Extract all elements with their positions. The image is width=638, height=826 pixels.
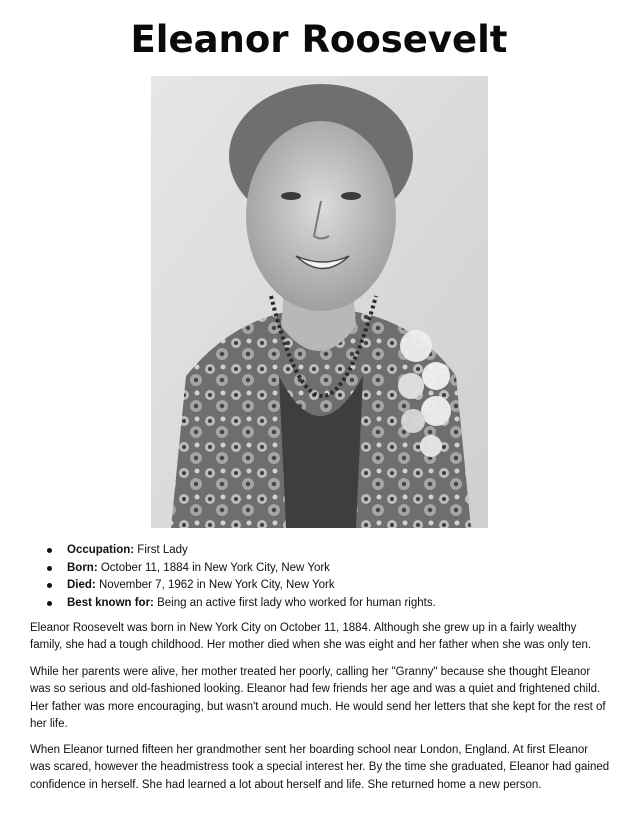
- bullet-icon: [47, 601, 52, 606]
- facts-list: [47, 542, 436, 612]
- bullet-icon: [47, 566, 52, 571]
- fact-value: First Lady: [134, 544, 188, 556]
- page-title: Eleanor Roosevelt: [130, 18, 508, 61]
- fact-best-known-for: [47, 595, 436, 613]
- fact-label: Born:: [67, 561, 98, 574]
- paragraph-childhood: While her parents were alive, her mother treated her poorly, calling her "Granny" because she thought Eleanor was so serious and old-fashioned looking. Eleanor had few friends her age and was a quiet and frightened child. Her father was more encouraging, but wasn't around much. He would send her letters that she kept for the rest of her life.: [30, 666, 606, 730]
- fact-label: Occupation:: [67, 544, 135, 556]
- fact-born: [47, 560, 436, 578]
- portrait-photo: [151, 76, 488, 528]
- fact-value: October 11, 1884 in New York City, New York: [97, 561, 330, 574]
- fact-occupation: [47, 542, 436, 560]
- fact-value: November 7, 1962 in New York City, New York: [95, 579, 335, 591]
- fact-label: Died:: [67, 579, 96, 591]
- bullet-icon: [47, 583, 52, 588]
- fact-value: Being an active first lady who worked for human rights.: [153, 596, 436, 609]
- fact-label: Best known for:: [67, 596, 154, 609]
- bullet-icon: [47, 548, 52, 553]
- fact-died: [47, 577, 436, 595]
- portrait-illustration: [151, 76, 488, 528]
- paragraph-boarding-school: When Eleanor turned fifteen her grandmother sent her boarding school near London, England. At first Eleanor was scared, however the headmistress took a special interest her. By the time she graduated, Eleanor had gained confidence in herself. She had learned a lot about herself and life. She returned home a new person.: [30, 744, 610, 791]
- paragraph-early-life: Eleanor Roosevelt was born in New York City on October 11, 1884. Although she grew up in a fairly wealthy family, she had a tough childhood. Her mother died when she was eight and her father when she was only ten.: [30, 622, 592, 652]
